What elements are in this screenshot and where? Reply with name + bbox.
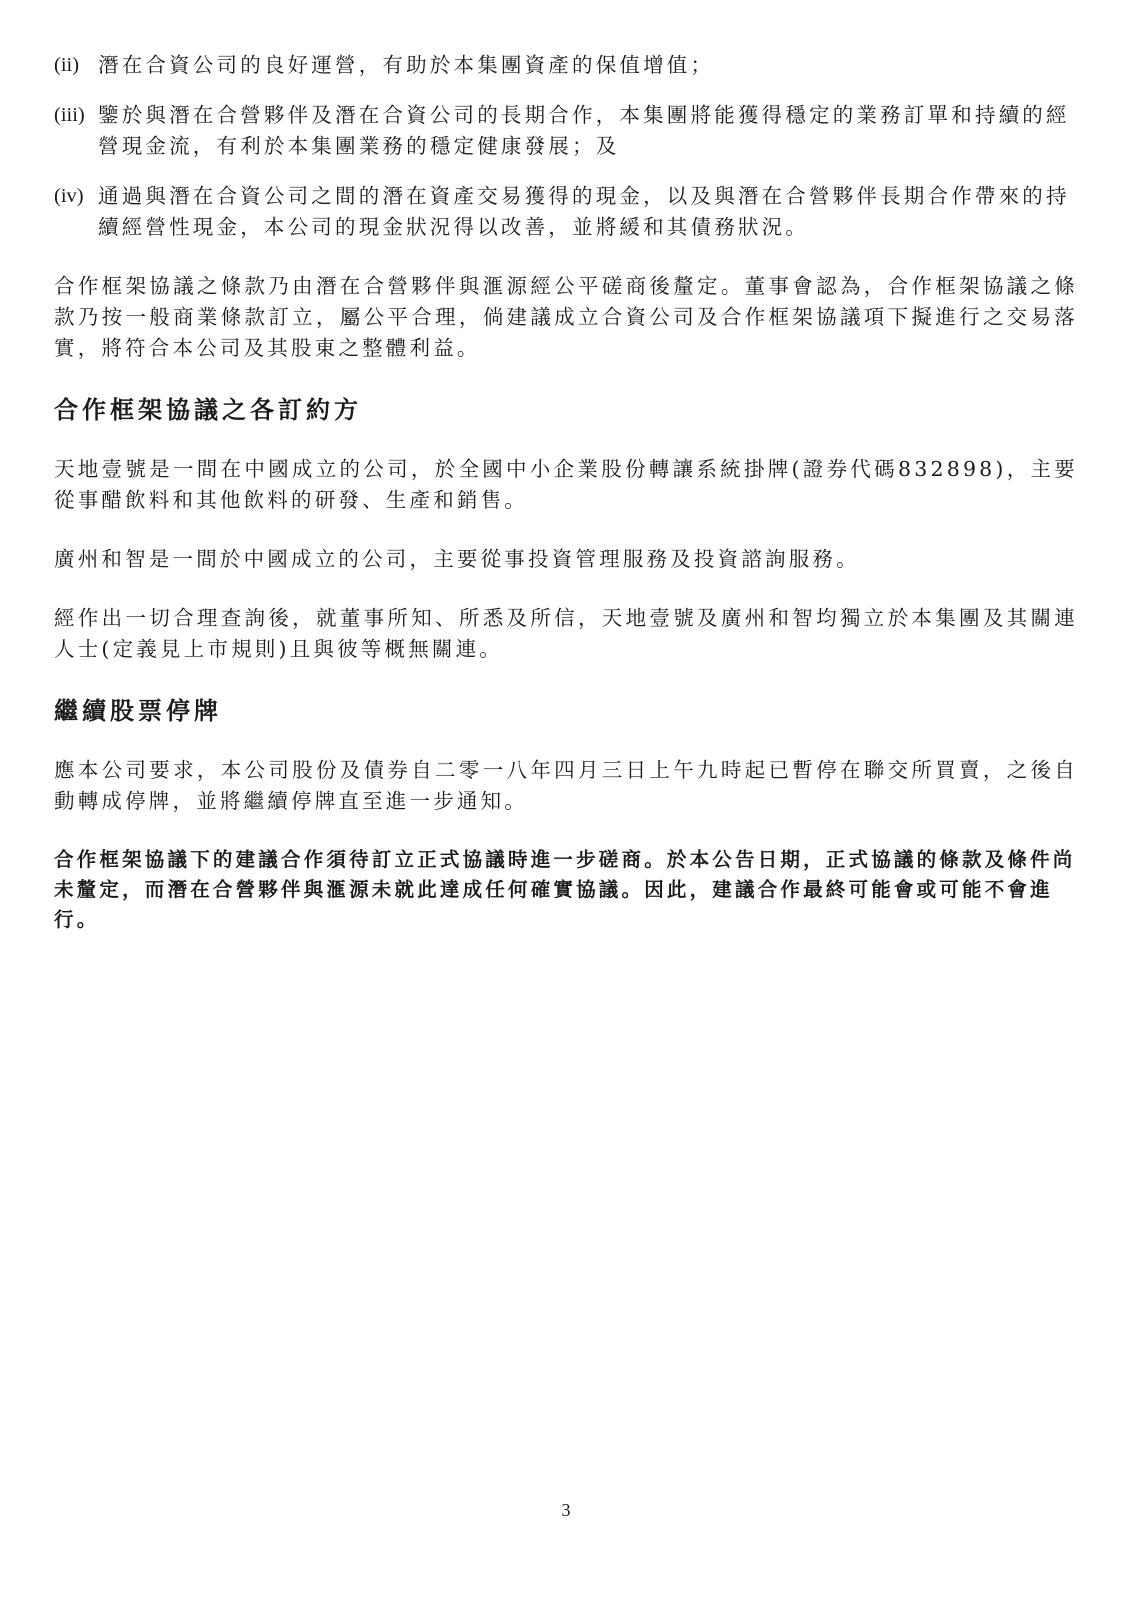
board-opinion-paragraph: 合作框架協議之條款乃由潛在合營夥伴與滙源經公平磋商後釐定。董事會認為，合作框架協議之條款乃按一般商業條款訂立，屬公平合理，倘建議成立合資公司及合作框架協議項下擬進行之交易落實，將符合本公司及其股東之整體利益。 [54, 274, 1078, 360]
list-item-number: (iii) [54, 104, 85, 126]
suspension-paragraph: 應本公司要求，本公司股份及債券自二零一八年四月三日上午九時起已暫停在聯交所買賣，之後自動轉成停牌，並將繼續停牌直至進一步通知。 [54, 758, 1078, 813]
list-item-number: (iv) [54, 185, 84, 207]
list-item-iv [54, 181, 1078, 243]
document-body [54, 50, 1078, 935]
independence-paragraph: 經作出一切合理查詢後，就董事所知、所悉及所信，天地壹號及廣州和智均獨立於本集團及其關連人士(定義見上市規則)且與彼等概無關連。 [54, 606, 1078, 661]
page-number: 3 [561, 1500, 571, 1520]
warning-paragraph: 合作框架協議下的建議合作須待訂立正式協議時進一步磋商。於本公告日期，正式協議的條款及條件尚未釐定，而潛在合營夥伴與滙源未就此達成任何確實協議。因此，建議合作最終可能會或可能不會進行。 [54, 848, 1076, 931]
list-item-text: 通過與潛在合資公司之間的潛在資產交易獲得的現金，以及與潛在合營夥伴長期合作帶來的持續經營性現金，本公司的現金狀況得以改善，並將緩和其債務狀況。 [98, 184, 1070, 239]
guangzhou-paragraph: 廣州和智是一間於中國成立的公司，主要從事投資管理服務及投資諮詢服務。 [54, 547, 860, 571]
list-item-text: 潛在合資公司的良好運營，有助於本集團資產的保值增值； [98, 53, 715, 77]
list-item-iii [54, 100, 1078, 162]
tiandi-paragraph: 天地壹號是一間在中國成立的公司，於全國中小企業股份轉讓系統掛牌(證券代碼832898)，主要從事醋飲料和其他飲料的研發、生產和銷售。 [54, 457, 1078, 512]
list-item-ii [54, 50, 1078, 81]
section-heading-parties: 合作框架協議之各訂約方 [54, 396, 362, 424]
section-heading-suspension: 繼續股票停牌 [54, 697, 222, 725]
list-item-text: 鑒於與潛在合營夥伴及潛在合資公司的長期合作，本集團將能獲得穩定的業務訂單和持續的經營現金流，有利於本集團業務的穩定健康發展；及 [98, 103, 1070, 158]
list-item-number: (ii) [54, 54, 80, 76]
